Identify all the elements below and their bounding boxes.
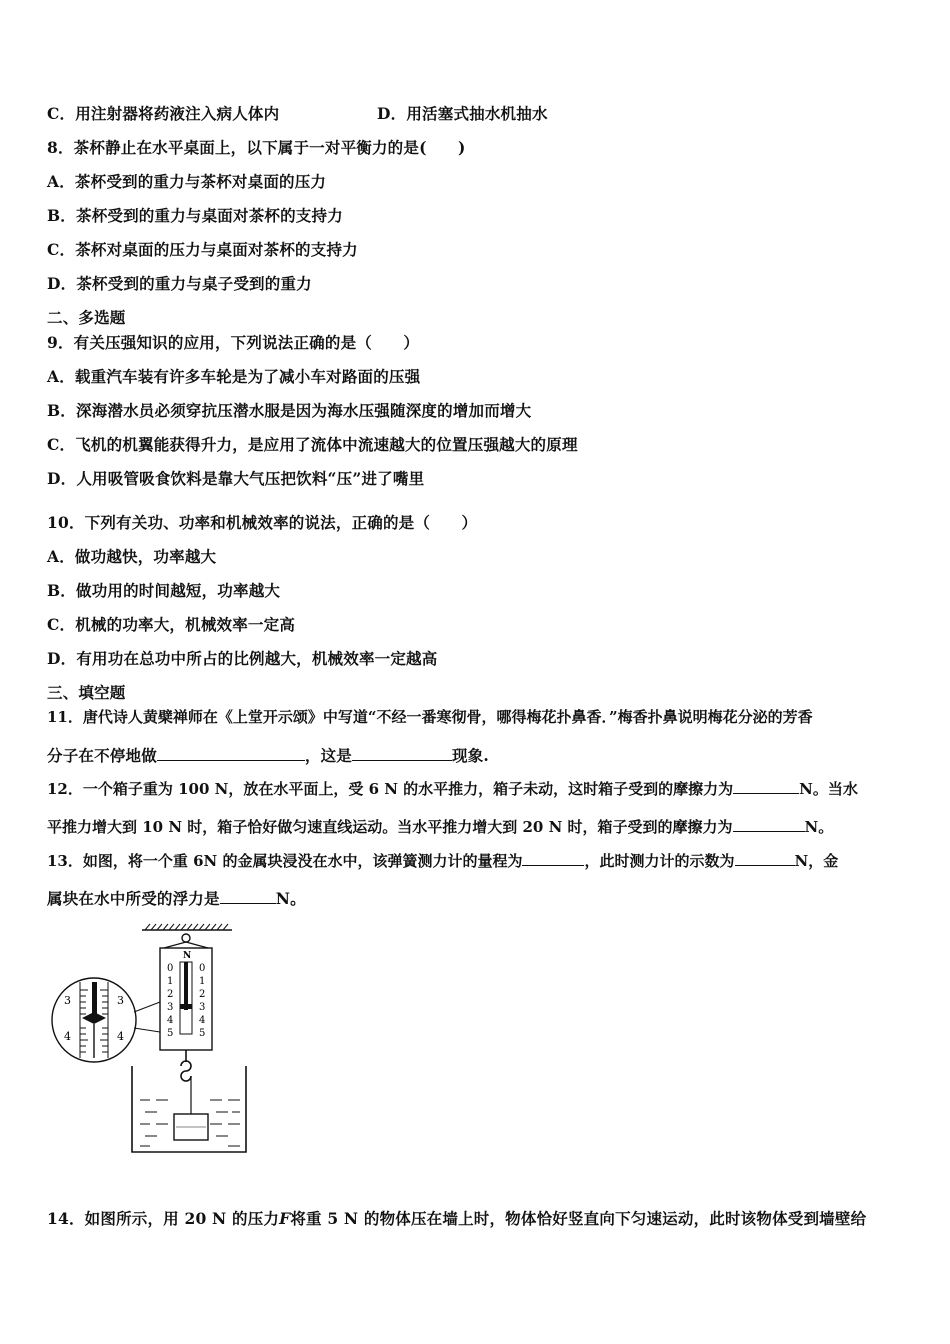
right-tick-4: 4 (199, 1015, 206, 1026)
q13-blank-2[interactable] (735, 851, 795, 866)
left-tick-0: 0 (167, 963, 174, 974)
q10-option-d: D．有用功在总功中所占的比例越大，机械效率一定越高 (47, 649, 438, 668)
left-tick-5: 5 (167, 1028, 174, 1039)
q10-option-b: B．做功用的时间越短，功率越大 (47, 581, 281, 600)
q11-text-c: 现象. (452, 746, 490, 765)
q13-text-c: N，金 (794, 852, 839, 870)
q10-option-a: A．做功越快，功率越大 (47, 547, 217, 566)
right-tick-3: 3 (199, 1002, 206, 1013)
q12-text-d: N。 (804, 818, 834, 836)
q12-text-c: 平推力增大到 10 N 时，箱子恰好做匀速直线运动。当水平推力增大到 20 N 时，箱子受到的摩擦力为 (47, 818, 733, 836)
q12-text-b: N。当水 (799, 780, 858, 798)
top-ring (182, 934, 190, 942)
left-tick-2: 2 (167, 989, 174, 1000)
q7-option-d: D．用活塞式抽水机抽水 (377, 104, 548, 123)
q13-blank-3[interactable] (220, 889, 276, 904)
q13-text-e: N。 (275, 889, 306, 908)
spring-scale (160, 942, 212, 1050)
q10-stem: 10．下列有关功、功率和机械效率的说法，正确的是（ ） (47, 513, 478, 532)
q13-text-d: 属块在水中所受的浮力是 (47, 889, 220, 908)
q8-option-a: A．茶杯受到的重力与茶杯对桌面的压力 (47, 172, 327, 191)
q11-blank-1[interactable] (157, 746, 305, 761)
q14-stem (47, 1207, 866, 1229)
zoom-right-tick-4: 4 (117, 1030, 124, 1043)
q8-option-d: D．茶杯受到的重力与桌子受到的重力 (47, 274, 312, 293)
q12-line2 (47, 816, 833, 837)
q14-force-symbol: F (279, 1209, 291, 1228)
zoom-right-tick-3: 3 (117, 994, 124, 1007)
q9-option-c: C．飞机的机翼能获得升力，是应用了流体中流速越大的位置压强越大的原理 (47, 435, 578, 454)
right-tick-0: 0 (199, 963, 206, 974)
q9-option-d: D．人用吸管吸食饮料是靠大气压把饮料“压”进了嘴里 (47, 469, 425, 488)
q8-option-c: C．茶杯对桌面的压力与桌面对茶杯的支持力 (47, 240, 358, 259)
q9-option-a: A．载重汽车装有许多车轮是为了减小车对路面的压强 (47, 367, 421, 386)
q11-blank-2[interactable] (352, 746, 452, 761)
zoom-left-tick-4: 4 (64, 1030, 71, 1043)
section-multiple-choice: 二、多选题 (47, 308, 126, 327)
ceiling-support (142, 924, 232, 930)
q8-stem: 8．茶杯静止在水平桌面上，以下属于一对平衡力的是( ) (47, 138, 466, 157)
q13-line2 (47, 887, 306, 909)
q9-option-b: B．深海潜水员必须穿抗压潜水服是因为海水压强随深度的增加而增大 (47, 401, 532, 420)
q13-text-b: ，此时测力计的示数为 (584, 852, 735, 870)
unit-label: N (183, 951, 192, 961)
q13-text-a: 13．如图，将一个重 6N 的金属块浸没在水中，该弹簧测力计的量程为 (47, 852, 523, 870)
q10-option-c: C．机械的功率大，机械效率一定高 (47, 615, 296, 634)
hook (181, 1050, 191, 1081)
q11-text-b: ，这是 (304, 746, 353, 765)
q12-blank-1[interactable] (733, 779, 799, 794)
q12-blank-2[interactable] (733, 817, 805, 832)
right-tick-1: 1 (199, 976, 206, 987)
q11-line1: 11．唐代诗人黄檗禅师在《上堂开示颂》中写道“不经一番寒彻骨，哪得梅花扑鼻香．”梅香扑鼻说明梅花分泌的芳香 (47, 708, 813, 726)
zoom-detail (52, 978, 160, 1062)
right-tick-2: 2 (199, 989, 206, 1000)
q12-line1 (47, 778, 858, 799)
right-tick-5: 5 (199, 1028, 206, 1039)
q8-option-b: B．茶杯受到的重力与桌面对茶杯的支持力 (47, 206, 343, 225)
left-tick-4: 4 (167, 1015, 174, 1026)
spring-scale-figure (50, 920, 250, 1160)
q12-text-a: 12．一个箱子重为 100 N，放在水平面上，受 6 N 的水平推力，箱子未动，这时箱子受到的摩擦力为 (47, 780, 734, 798)
q11-line2 (47, 744, 489, 766)
q14-text-b: 将重 5 N 的物体压在墙上时，物体恰好竖直向下匀速运动，此时该物体受到墙壁给 (290, 1209, 867, 1228)
left-tick-3: 3 (167, 1002, 174, 1013)
left-tick-1: 1 (167, 976, 174, 987)
q9-stem: 9．有关压强知识的应用，下列说法正确的是（ ） (47, 333, 420, 352)
section-fill-in: 三、填空题 (47, 683, 126, 702)
q7-option-c: C．用注射器将药液注入病人体内 (47, 104, 280, 123)
q11-text-a: 分子在不停地做 (47, 746, 157, 765)
q13-line1 (47, 850, 838, 871)
zoom-left-tick-3: 3 (64, 994, 71, 1007)
q14-text-a: 14．如图所示，用 20 N 的压力 (47, 1209, 280, 1228)
q13-blank-1[interactable] (522, 851, 584, 866)
